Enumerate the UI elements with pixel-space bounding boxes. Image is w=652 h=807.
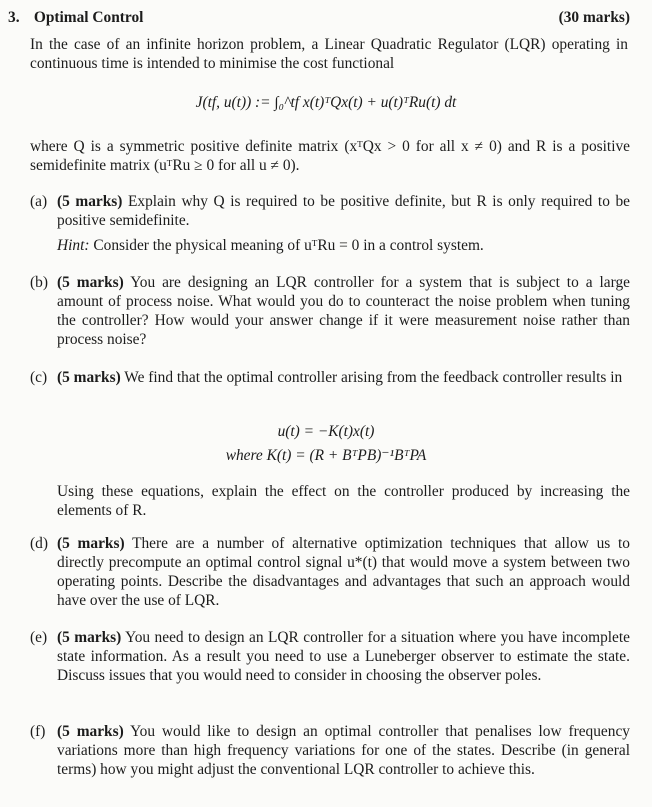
part-d-body [57, 534, 630, 610]
part-b [30, 273, 630, 349]
part-a-body [57, 192, 630, 230]
question-header [8, 8, 630, 27]
matrix-definitions: where Q is a symmetric positive definite matrix (xᵀQx > 0 for all x ≠ 0) and R is a positive semidefinite matrix (uᵀRu ≥ 0 for all u ≠ 0). [30, 138, 630, 174]
part-e-label: (e) [30, 629, 48, 646]
part-e [30, 628, 630, 685]
part-d-label: (d) [30, 535, 48, 552]
part-a [30, 192, 630, 255]
part-e-marks: (5 marks) [57, 629, 122, 646]
part-c-marks: (5 marks) [57, 369, 121, 386]
part-e-text: You need to design an LQR controller for a situation where you have incomplete state information. As a result you need to use a Luneberger observer to estimate the state. Discuss issues that you would need to consider in choosing the observer poles. [57, 629, 630, 684]
part-d-marks: (5 marks) [57, 535, 125, 552]
part-b-body [57, 273, 630, 349]
hint-label: Hint: [57, 237, 90, 254]
part-f-body [57, 722, 630, 779]
hint-text: Consider the physical meaning of uᵀRu = 0 in a control system. [93, 237, 484, 254]
part-d [30, 534, 630, 610]
part-f [30, 722, 630, 779]
question-number: 3. [8, 9, 20, 26]
part-a-label: (a) [30, 193, 48, 210]
part-f-marks: (5 marks) [57, 723, 124, 740]
part-c-body [57, 368, 630, 387]
part-e-body [57, 628, 630, 685]
part-a-marks: (5 marks) [57, 193, 123, 210]
cost-equation: J(tf, u(t)) := ∫₀^tf x(t)ᵀQx(t) + u(t)ᵀRu(t) dt [195, 94, 457, 111]
gain-equation: where K(t) = (R + BᵀPB)⁻¹BᵀPA [225, 447, 427, 464]
part-c-followup: Using these equations, explain the effect on the controller produced by increasing the elements of R. [57, 483, 630, 519]
part-f-label: (f) [30, 723, 46, 740]
intro-paragraph: In the case of an infinite horizon problem, a Linear Quadratic Regulator (LQR) operating in continuous time is intended to minimise the cost functional [30, 36, 628, 72]
question-title: Optimal Control [33, 9, 144, 26]
control-law-equation: u(t) = −K(t)x(t) [277, 423, 375, 440]
question-marks: (30 marks) [558, 9, 630, 26]
part-b-label: (b) [30, 274, 48, 291]
part-d-text: There are a number of alternative optimization techniques that allow us to directly precompute an optimal control signal u*(t) that would move a system between two operating points. Describe the disadvantages and advantages that such an approach would have over the use of LQR. [57, 535, 630, 609]
part-f-text: You would like to design an optimal controller that penalises low frequency variations more than high frequency variations for one of the states. Describe (in general terms) how you might adjust the conventional LQR controller to achieve this. [57, 723, 630, 778]
part-c-label: (c) [30, 369, 48, 386]
part-a-hint [57, 236, 630, 255]
part-b-text: You are designing an LQR controller for a system that is subject to a large amount of process noise. What would you do to counteract the noise problem when tuning the controller? How would your answer change if it were measurement noise rather than process noise? [57, 274, 630, 348]
part-c [30, 368, 630, 387]
part-c-followup-block [30, 482, 630, 520]
part-a-text: Explain why Q is required to be positive definite, but R is only required to be positive semidefinite. [57, 193, 630, 229]
part-c-text: We find that the optimal controller arising from the feedback controller results in [124, 369, 623, 386]
part-b-marks: (5 marks) [57, 274, 124, 291]
